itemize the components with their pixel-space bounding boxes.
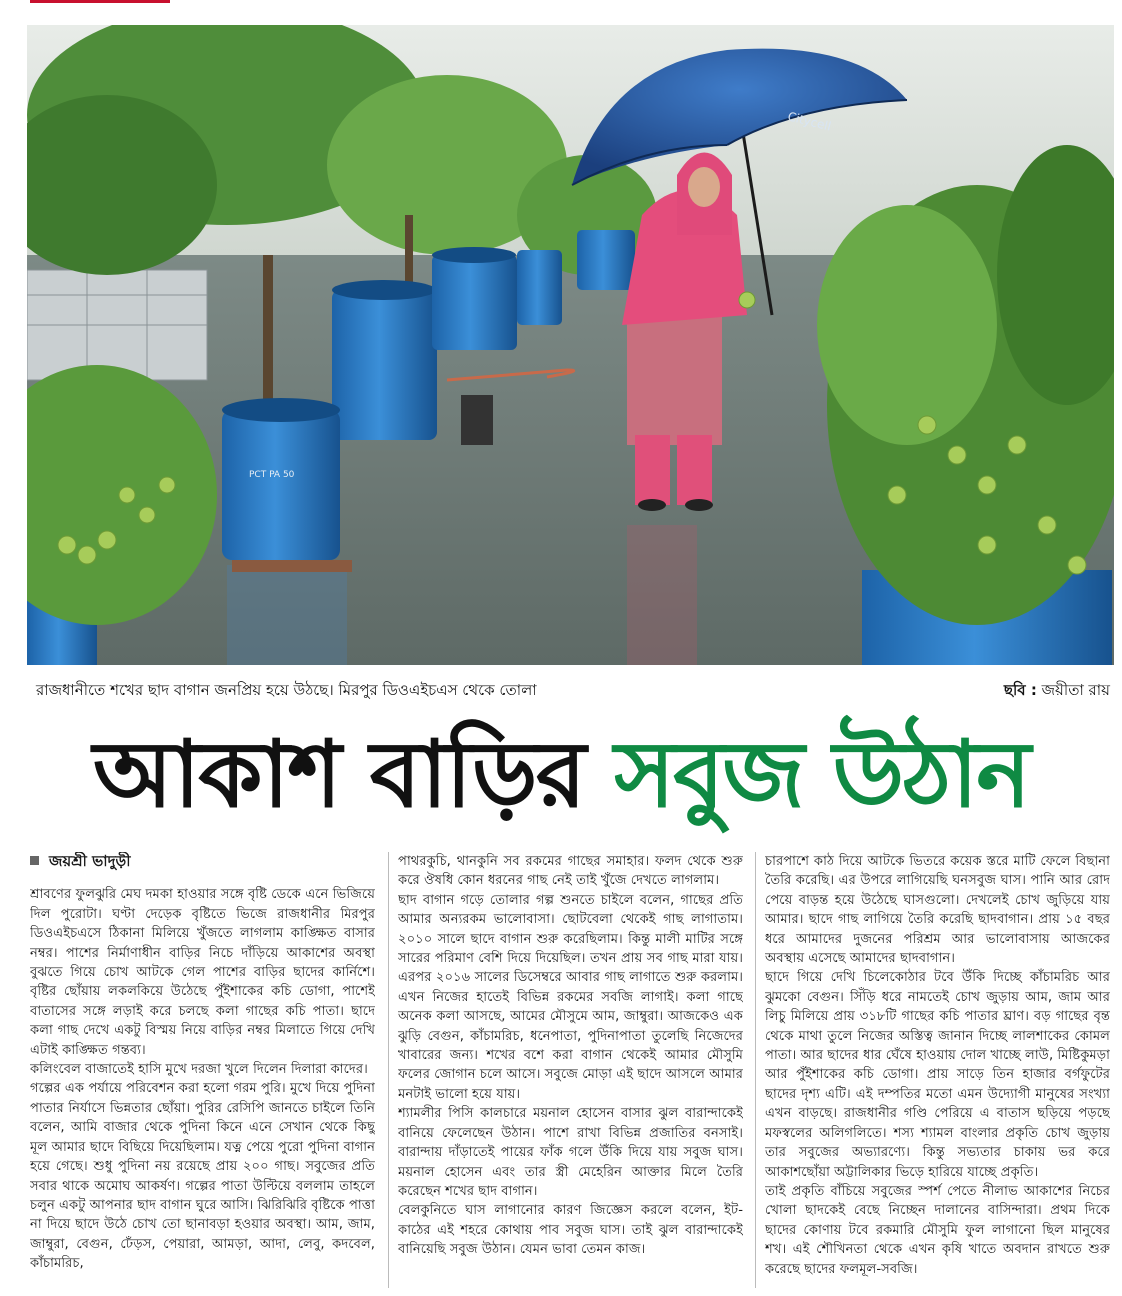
paragraph: ছাদ বাগান গড়ে তোলার গল্প শুনতে চাইলে বলেন, গাছের প্রতি আমার অন্যরকম ভালোবাসা। ছোটবেলা থেকেই গাছ লাগাতাম। ২০১০ সালে ছাদে বাগান শুরু করেছিলাম। কিন্তু মালী মাটির সঙ্গে সারের পরিমাণ বেশি দিয়ে দিয়েছিল। তখন প্রায় সব গাছ মারা যায়। এরপর ২০১৬ সালের ডিসেম্বরে আবার গাছ লাগাতে শুরু করলাম। এখন নিজের হাতেই বিভিন্ন রকমের সবজি লাগাই। কলা গাছে অনেক কলা আসছে, আমের মৌসুমে আম, জাম্বুরা। আজকেও এক ঝুড়ি বেগুন, কাঁচামরিচ, ধনেপাতা, পুদিনাপাতা তুলেছি নিজেদের খাবারের জন্য। শখের বশে করা বাগান থেকেই আমার মৌসুমি ফলের জোগান চলে আসে। সবুজে মোড়া এই ছাদে আসলে আমার মনটাই ভালো হয়ে যায়। — [398, 892, 743, 1102]
article-column-3 — [765, 852, 1110, 1292]
headline-part-2: সবুজ উঠান — [614, 721, 1030, 828]
photo-credit-name: জয়ীতা রায় — [1041, 681, 1110, 699]
paragraph: শ্যামলীর পিসি কালচারে ময়নাল হোসেন বাসার ঝুল বারান্দাকেই বানিয়ে ফেলেছেন উঠান। পাশে রাখা বিভিন্ন প্রজাতির বনসাই। বারান্দায় দাঁড়াতেই পায়ের ফাঁক গলে উঁকি দিয়ে যায় সবুজ ঘাস। ময়নাল হোসেন এবং তার স্ত্রী মেহেরিন আক্তার মিলে তৈরি করেছেন শখের ছাদ বাগান। — [398, 1106, 743, 1199]
paragraph: বেলকুনিতে ঘাস লাগানোর কারণ জিজ্ঞেস করলে বলেন, ইট-কাঠের এই শহরে কোথায় পাব সবুজ ঘাস। তাই ঝুল বারান্দাকেই বানিয়েছি সবুজ উঠান। যেমন ভাবা তেমন কাজ। — [398, 1203, 743, 1258]
rooftop-garden-photo — [27, 25, 1114, 665]
article-column-1 — [30, 852, 375, 1292]
paragraph: ছাদে গিয়ে দেখি চিলেকোঠার টবে উঁকি দিচ্ছে কাঁচামরিচ আর ঝুমকো বেগুন। সিঁড়ি ধরে নামতেই চোখ জুড়ায় আম, জাম আর লিচু মিলিয়ে প্রায় ৩১৮টি গাছের কচি পাতার ঘ্রাণ। বড় গাছের বৃন্ত থেকে মাথা তুলে নিজের অস্তিত্ব জানান দিচ্ছে লালশাকের কোমল পাতা। আর ছাদের ধার ঘেঁষে হাওয়ায় দোল খাচ্ছে লাউ, মিষ্টিকুমড়া আর পুঁইশাকের কচি ডোগা। প্রায় সাড়ে তিন হাজার বর্গফুটের ছাদের দৃশ্য এটি। এই দম্পতির মতো এমন উদ্যোগী মানুষের সংখ্যা এখন বাড়ছে। রাজধানীর গণ্ডি পেরিয়ে এ বাতাস ছড়িয়ে পড়ছে মফস্বলের অলিগলিতে। শস্য শ্যামল বাংলার প্রকৃতি চোখ জুড়ায় তার সবুজের অভ্যারণ্যে। কিন্তু সভ্যতার চাকায় ভর করে আকাশছোঁয়া অট্টালিকার ভিড়ে হারিয়ে যাচ্ছে প্রকৃতি। — [765, 970, 1110, 1180]
top-accent-rule — [30, 0, 170, 3]
paragraph: শ্রাবণের ফুলঝুরি মেঘ দমকা হাওয়ার সঙ্গে বৃষ্টি ডেকে এনে ভিজিয়ে দিল পুরোটা। ঘণ্টা দেড়েক বৃষ্টিতে ভিজে রাজধানীর মিরপুর ডিওএইচএসে ঠিকানা মিলিয়ে খুঁজতে লাগলাম কাঙ্ক্ষিত বাসার নম্বর। পাশের নির্মাণাধীন বাড়ির নিচে দাঁড়িয়ে আকাশের অবস্থা বুঝতে গিয়ে চোখ আটকে গেল পাশের বাড়ির ছাদের কার্নিশে। বৃষ্টির ছোঁয়ায় লকলকিয়ে উঠেছে পুঁইশাকের কচি ডোগা, পাশেই বাতাসের সঙ্গে লড়াই করে চলছে কলা গাছের কচি পাতা। ছাদে কলা গাছ দেখে একটু বিস্ময় নিয়ে বাড়ির নম্বর মিলাতে গিয়ে দেখি এটাই কাঙ্ক্ষিত গন্তব্য। — [30, 887, 375, 1058]
paragraph: পাথরকুচি, থানকুনি সব রকমের গাছের সমাহার। ফলদ থেকে শুরু করে ঔষধি কোন ধরনের গাছ নেই তাই খুঁজে দেখতে লাগলাম। — [398, 854, 743, 889]
umbrella-brand-text: Citycell — [786, 109, 833, 134]
byline-name: জয়শ্রী ভাদুড়ী — [49, 852, 131, 870]
paragraph: গল্পের এক পর্যায়ে পরিবেশন করা হলো গরম পুরি। মুখে দিয়ে পুদিনা পাতার নির্যাসে ভিন্নতার ছোঁয়া। পুরির রেসিপি জানতে চাইলে তিনি বলেন, আমি বাজার থেকে পুদিনা কিনে এনে সেখান থেকে কিছু মূল আমার ছাদে বিছিয়ে দিয়েছিলাম। যত্ন পেয়ে পুরো পুদিনা বাগান হয়ে গেছে। শুধু পুদিনা নয় রয়েছে প্রায় ২০০ গাছ। সবুজের প্রতি সবার থাকে অমোঘ আকর্ষণ। গল্পের পাতা উল্টিয়ে বললাম তাহলে চলুন একটু আপনার ছাদ বাগান ঘুরে আসি। ঝিরিঝিরি বৃষ্টিকে পাত্তা না দিয়ে ছাদে উঠে চোখ তো ছানাবড়া হওয়ার অবস্থা। আম, জাম, জাম্বুরা, বেগুন, ঢেঁড়স, পেয়ারা, আমড়া, আদা, লেবু, কদবেল, কাঁচামরিচ, — [30, 1081, 375, 1272]
photo-credit-label: ছবি : — [1003, 681, 1037, 699]
article-column-2 — [398, 852, 743, 1292]
article-body — [30, 852, 1112, 1292]
headline-part-1: আকাশ বাড়ির — [92, 721, 615, 828]
square-bullet-icon — [30, 856, 39, 865]
headline — [0, 700, 1122, 850]
paragraph: তাই প্রকৃতি বাঁচিয়ে সবুজের স্পর্শ পেতে নীলাভ আকাশের নিচের খোলা ছাদকেই বেছে নিচ্ছেন দালানের বাসিন্দারা। প্রথম দিকে ছাদের কোণায় টবে রকমারি মৌসুমি ফুল লাগানো ছিল মানুষের শখ। এই শৌখিনতা থেকে এখন কৃষি খাতে অবদান রাখতে শুরু করেছে ছাদের ফলমূল-সবজি। — [765, 1183, 1110, 1277]
drum-label: PCT PA 50 — [249, 470, 295, 480]
paragraph: চারপাশে কাঠ দিয়ে আটকে ভিতরে কয়েক স্তরে মাটি ফেলে বিছানা তৈরি করেছি। এর উপরে লাগিয়েছি ঘনসবুজ ঘাস। পানি আর রোদ পেয়ে বাড়ন্ত হয়ে উঠেছে ঘাসগুলো। দেখলেই চোখ জুড়িয়ে যায় আমার। ছাদে গাছ লাগিয়ে তৈরি করেছি ছাদবাগান। প্রায় ১৫ বছর ধরে আমাদের দুজনের পরিশ্রম আর ভালোবাসায় আজকের অবস্থায় এসেছে আমাদের ছাদবাগান। — [765, 854, 1110, 967]
paragraph: কলিংবেল বাজাতেই হাসি মুখে দরজা খুলে দিলেন দিলারা কাদের। — [30, 1062, 368, 1078]
photo-illustration — [27, 25, 1114, 665]
photo-caption: রাজধানীতে শখের ছাদ বাগান জনপ্রিয় হয়ে উঠছে। মিরপুর ডিওএইচএস থেকে তোলা — [36, 681, 537, 699]
byline — [30, 852, 375, 871]
